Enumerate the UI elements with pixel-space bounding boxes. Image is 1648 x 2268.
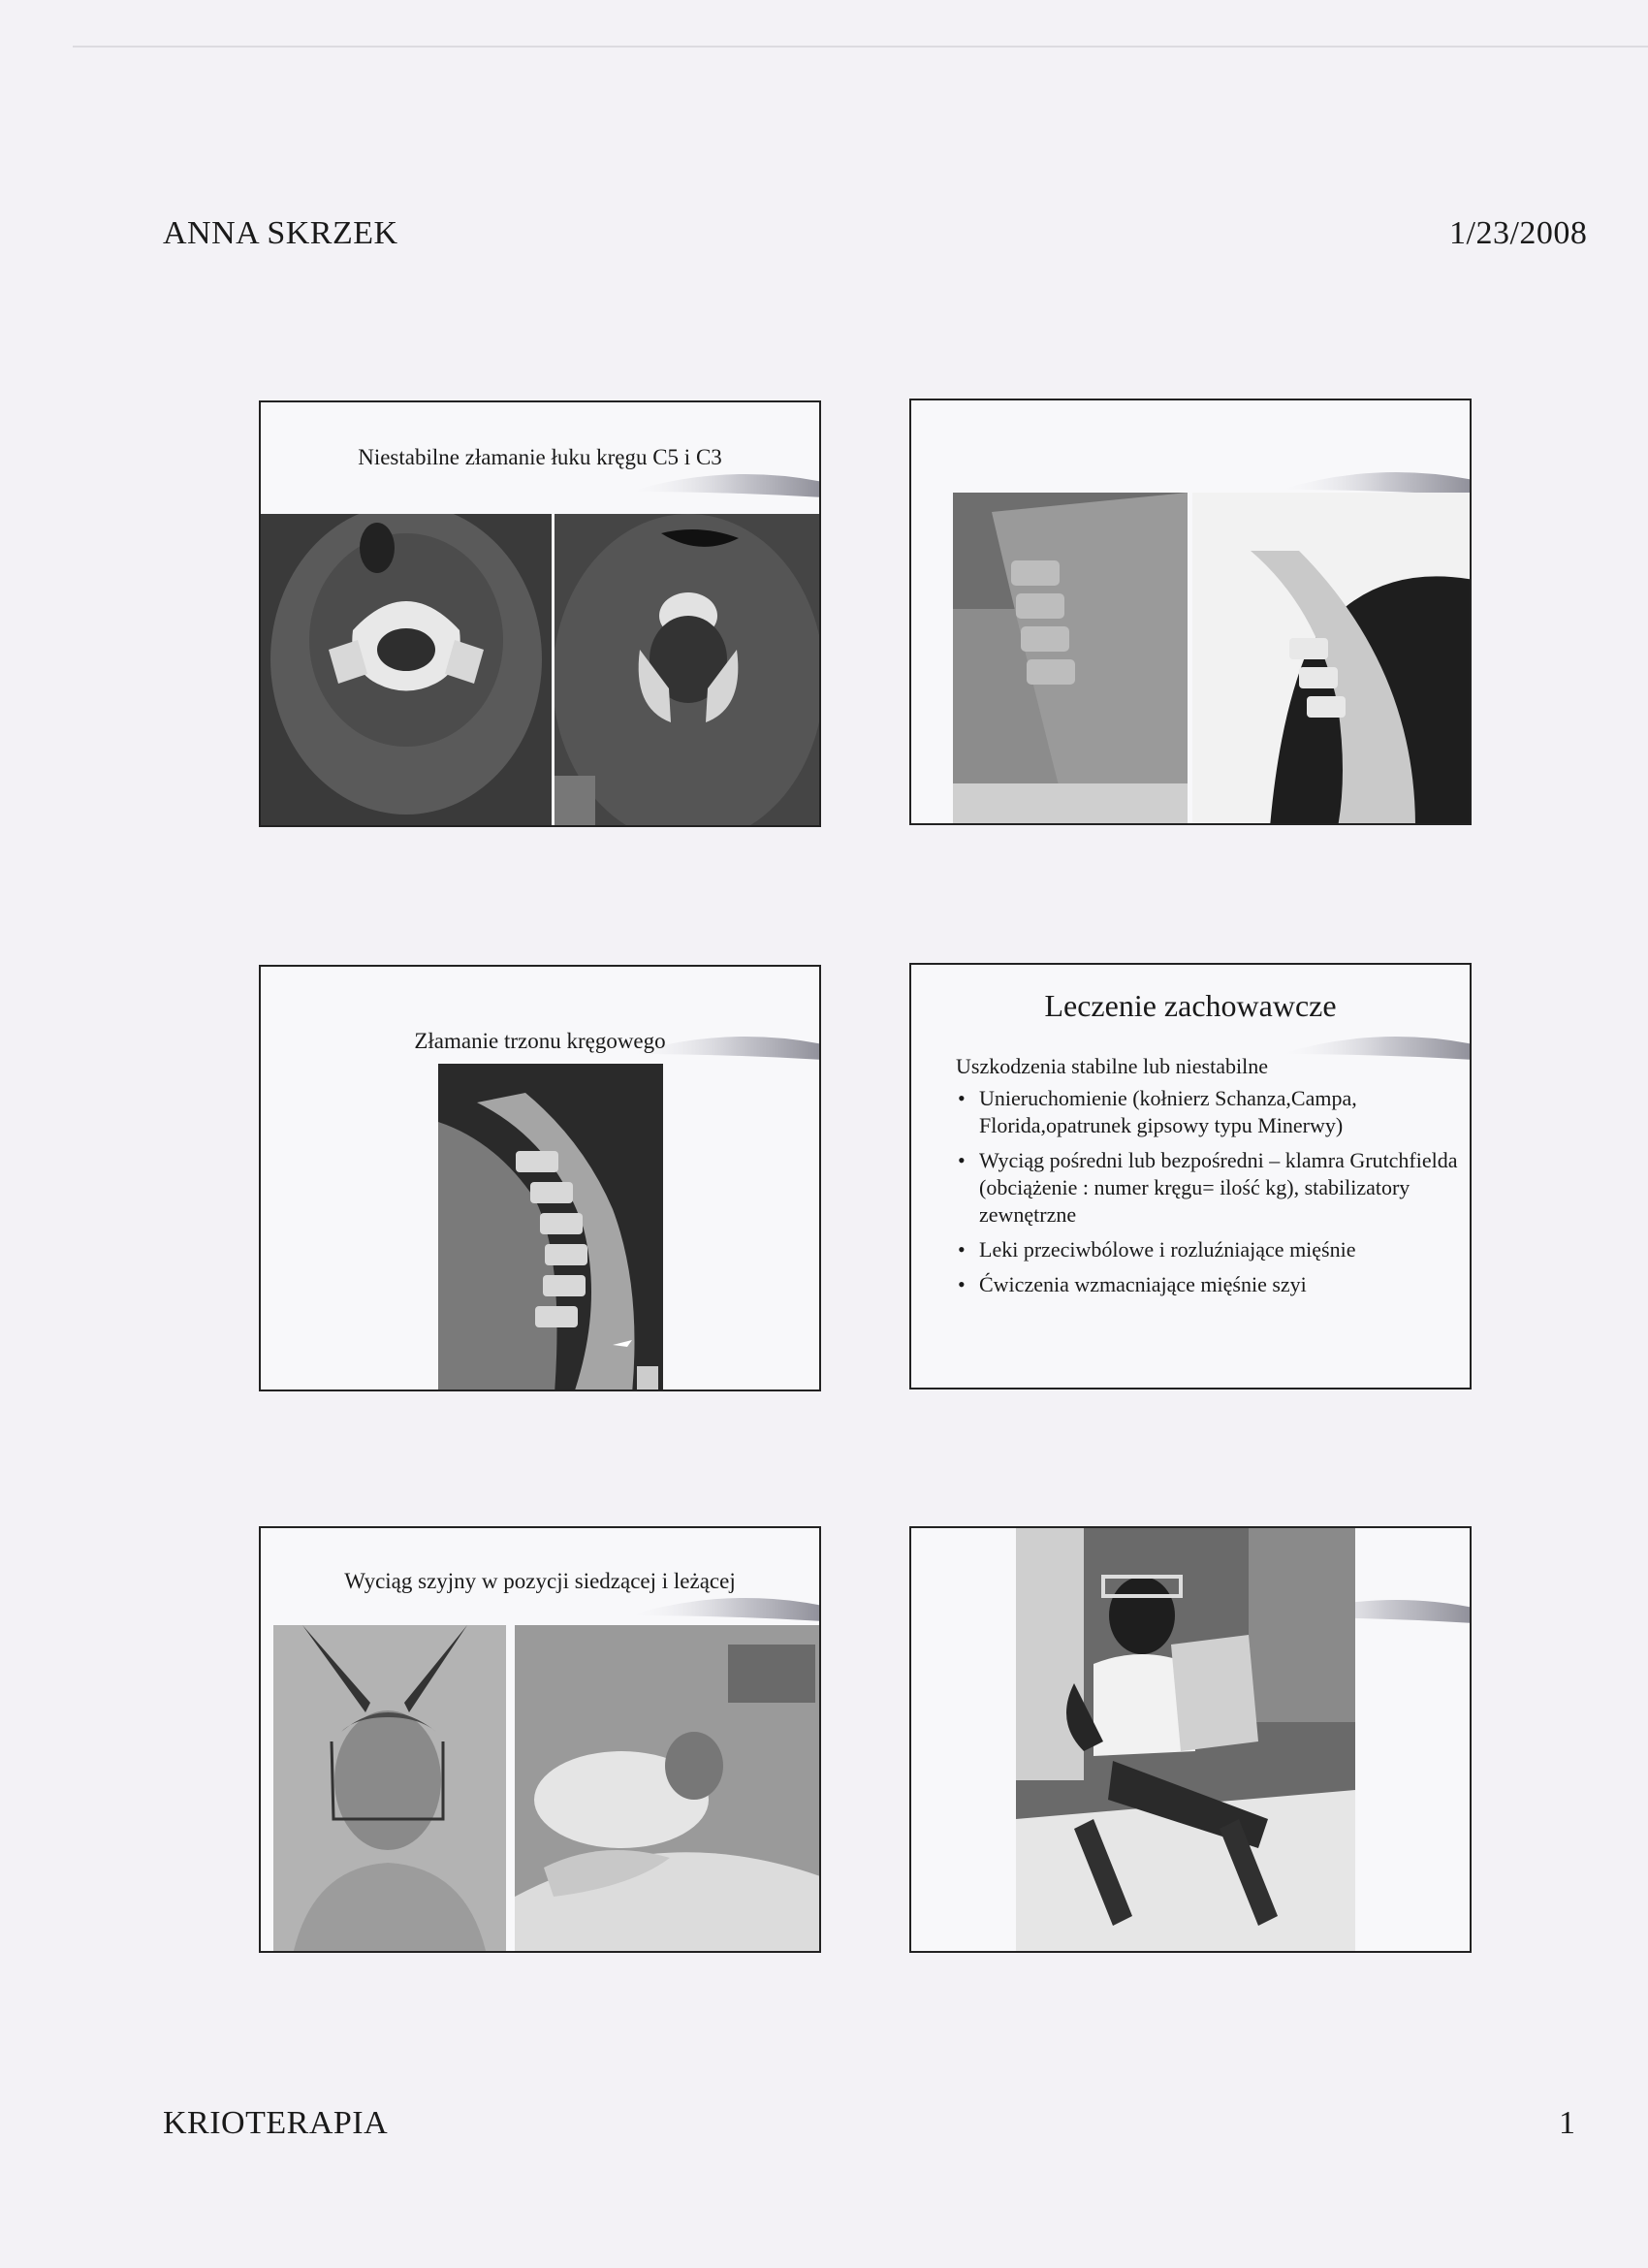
slide-4 <box>909 963 1472 1390</box>
slide-title: Niestabilne złamanie łuku kręgu C5 i C3 <box>358 445 722 469</box>
slide-1 <box>259 400 821 827</box>
slide-title: Złamanie trzonu kręgowego <box>414 1029 666 1053</box>
xray-vertebral-body-image <box>438 1064 663 1391</box>
bullet-item: • Leki przeciwbólowe i rozluźniające mięśnie <box>956 1236 1460 1263</box>
swoosh-decoration <box>1280 1025 1472 1071</box>
photo-lying-traction <box>515 1625 821 1953</box>
ct-scan-image <box>555 514 821 827</box>
bullet-item: • Ćwiczenia wzmacniające mięśnie szyi <box>956 1271 1460 1298</box>
scan-edge <box>73 46 1648 48</box>
slide-title: Leczenie zachowawcze <box>1044 988 1337 1023</box>
ct-scan-image <box>261 514 552 827</box>
xray-neck-image <box>1192 493 1472 825</box>
slide-2 <box>909 399 1472 825</box>
slide-6 <box>909 1526 1472 1953</box>
slide-subtitle: Uszkodzenia stabilne lub niestabilne <box>956 1054 1268 1078</box>
photo-patient-halo-brace <box>1016 1528 1355 1953</box>
header-author: ANNA SKRZEK <box>163 215 398 251</box>
header-date: 1/23/2008 <box>1449 215 1588 251</box>
bullet-item: • Unieruchomienie (kołnierz Schanza,Campa, Florida,opatrunek gipsowy typu Minerwy) <box>956 1085 1460 1139</box>
photo-seated-traction <box>273 1625 506 1953</box>
bullet-list <box>956 1085 1460 1306</box>
footer-title: KRIOTERAPIA <box>163 2105 389 2141</box>
slide-title: Wyciąg szyjny w pozycji siedzącej i leżącej <box>344 1569 736 1593</box>
slide-3 <box>259 965 821 1391</box>
bullet-item: • Wyciąg pośredni lub bezpośredni – klamra Grutchfielda (obciążenie : numer kręgu= ilość kg), stabilizatory zewnętrzne <box>956 1147 1460 1229</box>
page-number: 1 <box>1559 2105 1576 2141</box>
xray-lateral-spine-image <box>953 493 1188 825</box>
slide-5 <box>259 1526 821 1953</box>
